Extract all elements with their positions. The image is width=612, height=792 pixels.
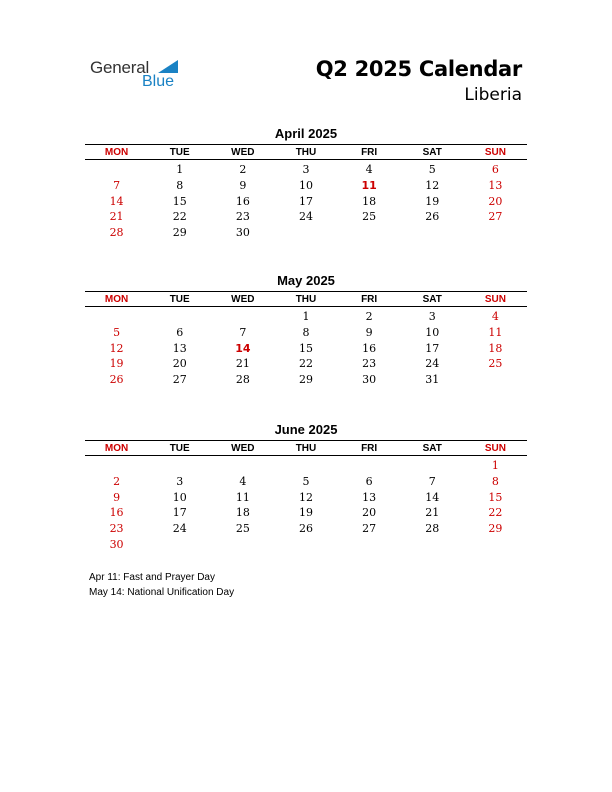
day-cell: 17 <box>298 194 313 208</box>
day-cell: 26 <box>109 373 124 387</box>
day-cell: 23 <box>362 357 377 371</box>
generalblue-logo <box>90 58 200 92</box>
day-cell: 27 <box>362 522 377 536</box>
day-cell: 22 <box>488 506 503 520</box>
day-cell: 1 <box>176 163 184 176</box>
empty-cell <box>338 537 401 553</box>
day-cell: 29 <box>172 226 187 240</box>
weekday-header: SAT <box>401 145 464 160</box>
weekday-header: TUE <box>148 292 211 307</box>
holiday-note: Apr 11: Fast and Prayer Day <box>89 572 215 583</box>
week-row <box>85 325 527 341</box>
day-cell: 28 <box>425 522 440 536</box>
day-cell: 14 <box>425 490 440 504</box>
week-row <box>85 225 527 241</box>
month-title: April 2025 <box>274 126 338 141</box>
weekday-header: WED <box>211 441 274 456</box>
day-cell: 20 <box>488 194 503 208</box>
weekday-header: MON <box>85 292 148 307</box>
day-cell: 20 <box>172 357 187 371</box>
weekday-header: THU <box>274 441 337 456</box>
day-cell: 14 <box>235 341 251 355</box>
day-cell: 7 <box>113 178 121 192</box>
day-cell: 24 <box>425 357 440 371</box>
weekday-header: WED <box>211 292 274 307</box>
day-cell: 19 <box>109 357 124 371</box>
month-grid <box>85 291 527 388</box>
day-cell: 21 <box>235 357 250 371</box>
day-cell: 9 <box>113 490 121 504</box>
day-cell: 21 <box>425 506 440 520</box>
empty-cell <box>274 456 337 474</box>
week-row <box>85 456 527 474</box>
day-cell: 24 <box>298 210 313 224</box>
weekday-header-row <box>85 292 527 307</box>
day-cell: 3 <box>302 163 310 176</box>
empty-cell <box>85 160 148 178</box>
empty-cell <box>85 456 148 474</box>
weekday-header: SAT <box>401 441 464 456</box>
day-cell: 11 <box>488 325 503 339</box>
weekday-header: FRI <box>338 145 401 160</box>
empty-cell <box>148 456 211 474</box>
week-row <box>85 490 527 506</box>
logo-text-blue: Blue <box>142 73 175 90</box>
day-cell: 15 <box>298 341 313 355</box>
day-cell: 15 <box>488 490 503 504</box>
holiday-note: May 14: National Unification Day <box>89 586 235 598</box>
day-cell: 8 <box>491 474 499 488</box>
logo-text-general: General <box>90 58 150 77</box>
weekday-header: THU <box>274 145 337 160</box>
day-cell: 25 <box>488 357 503 371</box>
week-row <box>85 178 527 194</box>
empty-cell <box>211 537 274 553</box>
day-cell: 8 <box>302 325 310 339</box>
day-cell: 24 <box>172 522 187 536</box>
day-cell: 6 <box>176 325 184 339</box>
empty-cell <box>274 225 337 241</box>
week-row <box>85 194 527 210</box>
month-grid <box>85 440 527 553</box>
day-cell: 14 <box>109 194 124 208</box>
day-cell: 3 <box>428 310 436 323</box>
week-row <box>85 307 527 325</box>
logo-triangle-icon <box>158 60 178 73</box>
day-cell: 17 <box>425 341 440 355</box>
day-cell: 15 <box>172 194 187 208</box>
week-row <box>85 474 527 490</box>
day-cell: 6 <box>491 163 499 176</box>
empty-cell <box>274 537 337 553</box>
day-cell: 11 <box>361 178 377 192</box>
empty-cell <box>338 456 401 474</box>
weekday-header: FRI <box>338 441 401 456</box>
day-cell: 10 <box>425 325 440 339</box>
day-cell: 16 <box>362 341 377 355</box>
day-cell: 2 <box>113 474 121 488</box>
day-cell: 26 <box>425 210 440 224</box>
day-cell: 23 <box>235 210 250 224</box>
day-cell: 7 <box>428 474 436 488</box>
day-cell: 19 <box>298 506 313 520</box>
day-cell: 9 <box>239 178 247 192</box>
day-cell: 13 <box>488 178 503 192</box>
day-cell: 13 <box>172 341 187 355</box>
empty-cell <box>148 307 211 325</box>
country-name: Liberia <box>464 85 522 105</box>
day-cell: 27 <box>488 210 503 224</box>
day-cell: 23 <box>109 522 124 536</box>
day-cell: 12 <box>109 341 124 355</box>
week-row <box>85 505 527 521</box>
empty-cell <box>464 225 527 241</box>
day-cell: 8 <box>176 178 184 192</box>
day-cell: 26 <box>298 522 313 536</box>
empty-cell <box>401 225 464 241</box>
day-cell: 5 <box>302 474 310 488</box>
day-cell: 4 <box>491 310 499 323</box>
day-cell: 16 <box>235 194 250 208</box>
month-april <box>85 124 527 241</box>
weekday-header: MON <box>85 145 148 160</box>
day-cell: 18 <box>362 194 377 208</box>
empty-cell <box>211 307 274 325</box>
day-cell: 30 <box>362 373 377 387</box>
week-row <box>85 209 527 225</box>
day-cell: 21 <box>109 210 124 224</box>
week-row <box>85 521 527 537</box>
day-cell: 25 <box>235 522 250 536</box>
week-row <box>85 356 527 372</box>
weekday-header: TUE <box>148 145 211 160</box>
day-cell: 10 <box>298 178 313 192</box>
day-cell: 27 <box>172 373 187 387</box>
weekday-header-row <box>85 145 527 160</box>
day-cell: 18 <box>488 341 503 355</box>
day-cell: 4 <box>365 163 373 176</box>
page-title: Q2 2025 Calendar <box>315 57 522 81</box>
empty-cell <box>401 537 464 553</box>
week-row <box>85 537 527 553</box>
day-cell: 12 <box>425 178 440 192</box>
day-cell: 3 <box>176 474 184 488</box>
empty-cell <box>464 537 527 553</box>
weekday-header: THU <box>274 292 337 307</box>
day-cell: 5 <box>113 325 121 339</box>
day-cell: 30 <box>235 226 250 240</box>
day-cell: 28 <box>235 373 250 387</box>
week-row <box>85 341 527 357</box>
weekday-header: SUN <box>464 292 527 307</box>
day-cell: 2 <box>365 310 373 323</box>
holiday-notes <box>89 571 234 600</box>
weekday-header: TUE <box>148 441 211 456</box>
week-row <box>85 372 527 388</box>
day-cell: 29 <box>298 373 313 387</box>
day-cell: 5 <box>428 163 436 176</box>
day-cell: 25 <box>362 210 377 224</box>
day-cell: 2 <box>239 163 247 176</box>
empty-cell <box>211 456 274 474</box>
day-cell: 1 <box>491 459 499 472</box>
day-cell: 1 <box>302 310 310 323</box>
day-cell: 22 <box>298 357 313 371</box>
empty-cell <box>338 225 401 241</box>
empty-cell <box>401 456 464 474</box>
day-cell: 4 <box>239 474 247 488</box>
day-cell: 12 <box>298 490 313 504</box>
day-cell: 29 <box>488 522 503 536</box>
day-cell: 6 <box>365 474 373 488</box>
day-cell: 9 <box>365 325 373 339</box>
month-title: June 2025 <box>274 422 338 437</box>
day-cell: 13 <box>362 490 377 504</box>
month-title: May 2025 <box>277 273 335 288</box>
day-cell: 19 <box>425 194 440 208</box>
day-cell: 7 <box>239 325 247 339</box>
day-cell: 22 <box>172 210 187 224</box>
empty-cell <box>464 372 527 388</box>
empty-cell <box>85 307 148 325</box>
day-cell: 28 <box>109 226 124 240</box>
day-cell: 16 <box>109 506 124 520</box>
day-cell: 18 <box>235 506 250 520</box>
weekday-header: SUN <box>464 441 527 456</box>
day-cell: 20 <box>362 506 377 520</box>
day-cell: 17 <box>172 506 187 520</box>
weekday-header: WED <box>211 145 274 160</box>
weekday-header: FRI <box>338 292 401 307</box>
day-cell: 31 <box>425 373 440 387</box>
weekday-header: MON <box>85 441 148 456</box>
day-cell: 10 <box>172 490 187 504</box>
month-june <box>85 420 527 553</box>
empty-cell <box>148 537 211 553</box>
weekday-header: SUN <box>464 145 527 160</box>
weekday-header-row <box>85 441 527 456</box>
day-cell: 30 <box>109 537 124 551</box>
day-cell: 11 <box>235 490 250 504</box>
weekday-header: SAT <box>401 292 464 307</box>
month-may <box>85 271 527 388</box>
month-grid <box>85 144 527 241</box>
week-row <box>85 160 527 178</box>
